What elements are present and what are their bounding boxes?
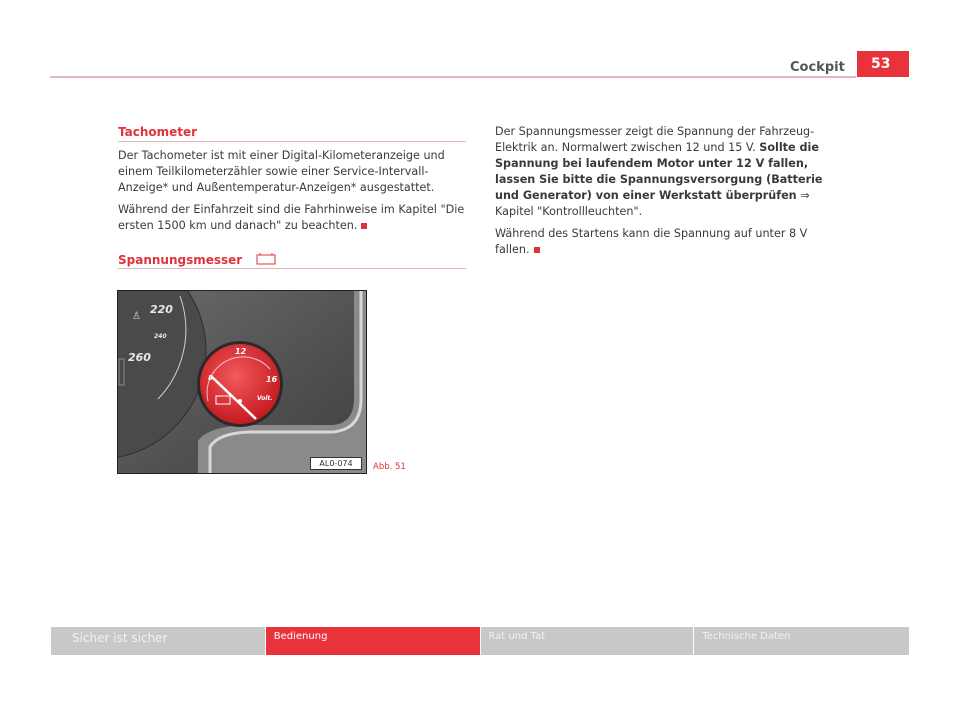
- heading-text: Spannungsmesser: [118, 253, 243, 267]
- footer-nav: [51, 627, 909, 655]
- arrow-icon: ⇒: [800, 189, 810, 202]
- figure-caption: Abb. 51: [373, 462, 406, 472]
- paragraph: [495, 226, 835, 258]
- footer-tab-sicher[interactable]: Sicher ist sicher: [51, 627, 265, 655]
- footer-tab-rat-und-tat[interactable]: Rat und Tat: [481, 627, 694, 655]
- heading-spannungsmesser: [118, 252, 276, 267]
- heading-rule: [118, 141, 466, 142]
- spannungsmesser-text: [495, 124, 835, 264]
- heading-rule: [118, 268, 466, 269]
- gauge-unit: Volt.: [257, 395, 273, 402]
- speed-label: 240: [154, 333, 167, 340]
- cross-reference-link[interactable]: Kapitel "Kontrollleuchten".: [495, 205, 643, 218]
- paragraph-text: Während der Einfahrzeit sind die Fahrhinweise im Kapitel "Die ersten 1500 km und danach" zu beachten.: [118, 203, 465, 232]
- seat-icon: ♙: [132, 311, 141, 322]
- paragraph-text: Während des Startens kann die Spannung auf unter 8 V fallen.: [495, 227, 808, 256]
- gauge-illustration: [118, 291, 366, 473]
- gauge-label: 8: [208, 374, 213, 382]
- paragraph-lead: Der Spannungsmesser zeigt die Spannung der Fahrzeug-Elektrik an. Normalwert zwischen 12 und 15 V.: [495, 125, 815, 154]
- speed-label: 260: [128, 351, 151, 364]
- end-marker-icon: [361, 223, 367, 229]
- gauge-label: 16: [266, 375, 278, 384]
- heading-tachometer: Tachometer: [118, 125, 198, 139]
- paragraph: [495, 124, 835, 220]
- figure-code: AL0-074: [310, 457, 362, 470]
- page-number: 53: [857, 51, 909, 77]
- dashboard-figure: [117, 290, 367, 474]
- end-marker-icon: [534, 247, 540, 253]
- tachometer-text: [118, 148, 470, 240]
- footer-tab-technische-daten[interactable]: Technische Daten: [694, 627, 909, 655]
- paragraph: Der Tachometer ist mit einer Digital-Kilometeranzeige und einem Teilkilometerzähler sowie einer Service-Intervall-Anzeige* und Außentemperatur-Anzeigen* ausgestattet.: [118, 149, 445, 194]
- gauge-label: 12: [235, 347, 247, 356]
- chapter-title: Cockpit: [790, 60, 845, 75]
- header-rule: [50, 76, 856, 78]
- speed-label: 220: [150, 303, 173, 316]
- warning-text: Sollte die Spannung bei laufendem Motor unter 12 V fallen, lassen Sie bitte die Spannungsversorgung (Batterie und Generator) von einer Werkstatt überprüfen: [495, 141, 823, 202]
- footer-tab-bedienung[interactable]: Bedienung: [266, 627, 480, 655]
- paragraph: [118, 202, 470, 234]
- battery-icon: [256, 252, 276, 265]
